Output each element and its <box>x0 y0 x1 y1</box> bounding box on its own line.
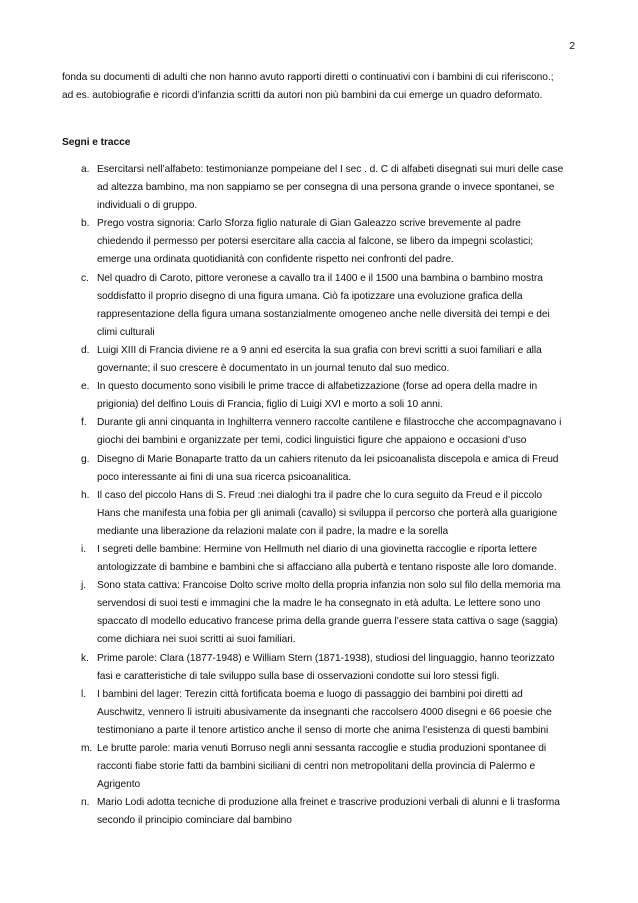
list-item <box>62 414 565 450</box>
list-item-text: Nel quadro di Caroto, pittore veronese a cavallo tra il 1400 e il 1500 una bambina o bambino mostra soddisfatto il proprio disegno di una figura umana. Ciò fa ipotizzare una evoluzione grafica della rappresentazione della figura umana sostanzialmente omogeneo anche nelle diversità dei tempi e dei climi culturali <box>97 272 550 338</box>
list-marker: i. <box>81 543 86 555</box>
list <box>62 161 565 830</box>
list-item-text: Durante gli anni cinquanta in Inghilterra vennero raccolte cantilene e filastrocche che accompagnavano i giochi dei bambini e organizzate per temi, codici linguistici figure che appaiono e occasioni d’uso <box>97 417 562 447</box>
list-marker: b. <box>81 218 90 230</box>
list-marker: n. <box>81 797 90 809</box>
list-item-text: Sono stata cattiva: Francoise Dolto scrive molto della propria infanzia non solo sul filo della memoria ma servendosi di suoi testi e immagini che la madre le ha consegnato in età adulta. Le lettere sono uno spaccato dl modello educativo francese prima della grande guerra l’essere stata cattiva o sage (saggia) come dichiara nei suoi scritti ai suoi familiari. <box>97 580 561 646</box>
list-item-text: Disegno di Marie Bonaparte tratto da un cahiers ritenuto da lei psicoanalista discepola e amica di Freud poco interessante ai fini di una sua ricerca psicoanalitica. <box>97 453 559 483</box>
list-item-text: In questo documento sono visibili le prime tracce di alfabetizzazione (forse ad opera della madre in prigionia) del delfino Louis di Francia, figlio di Luigi XVI e morto a soli 10 anni. <box>97 381 538 411</box>
list-marker: a. <box>81 164 90 175</box>
list-item <box>62 686 565 740</box>
list-item <box>62 487 565 541</box>
list-item <box>62 794 565 830</box>
list-marker: h. <box>81 489 90 501</box>
list-item-text: Luigi XIII di Francia diviene re a 9 anni ed esercita la sua grafia con brevi scritti a suoi familiari e alla governante; il suo crescere è documentato in un journal tenuto dal suo medico. <box>97 344 542 375</box>
list-item <box>62 342 565 378</box>
list-item-text: Prime parole: Clara (1877-1948) e William Stern (1871-1938), studiosi del linguaggio, hanno teorizzato fasi e caratteristiche di tale sviluppo sulla base di osservazioni condotte sui loro stessi figli. <box>97 652 555 682</box>
list-item <box>62 577 565 649</box>
list-item <box>62 270 565 342</box>
list-item <box>62 740 565 794</box>
list-marker: d. <box>81 344 90 356</box>
list-marker: j. <box>81 580 86 592</box>
list-item <box>62 650 565 686</box>
page-number: 2 <box>569 40 575 52</box>
list-marker: k. <box>81 652 89 664</box>
list-item-text: Le brutte parole: maria venuti Borruso negli anni sessanta raccoglie e studia produzioni spontanee di racconti fiabe storie fatti da bambini siciliani di centri non metropolitani della provincia di Palermo e Agrigento <box>97 743 547 791</box>
list-item <box>62 541 565 577</box>
list-item-text: I segreti delle bambine: Hermine von Hellmuth nel diario di una giovinetta raccoglie e riporta lettere antologizzate di bambine e bambini che si affacciano alla pubertà e tentano risposte alle loro domande. <box>97 543 557 574</box>
list-marker: g. <box>81 453 90 465</box>
list-marker: l. <box>81 688 86 700</box>
list-marker: f. <box>81 417 87 429</box>
list-marker: c. <box>81 272 89 284</box>
list-marker: e. <box>81 381 90 393</box>
section-title: Segni e tracce <box>62 137 131 148</box>
list-item-text: Prego vostra signoria: Carlo Sforza figlio naturale di Gian Galeazzo scrive brevemente al padre chiedendo il permesso per potersi esercitare alla caccia al falcone, se libero da impegni scolastici; emerge una ordinata quotidianità con confidente rispetto nei confronti del padre. <box>97 218 534 266</box>
list-item-text: I bambini del lager: Terezin città fortificata boema e luogo di passaggio dei bambini poi diretti ad Auschwitz, vennero lì istruiti abusivamente da insegnanti che raccolsero 4000 disegni e 66 poesie che testimoniano a parte il tenore artistico anche il senso di morte che anima l’esistenza di questi bambini <box>97 688 552 736</box>
list-item-text: Esercitarsi nell’alfabeto: testimonianze pompeiane del I sec . d. C di alfabeti disegnati sui muri delle case ad altezza bambino, ma non sappiamo se per consegna di una persona grande o invece spontanei, se individuali o di gruppo. <box>97 164 564 212</box>
list-item <box>62 378 565 414</box>
list-item <box>62 161 565 215</box>
intro-paragraph: fonda su documenti di adulti che non hanno avuto rapporti diretti o continuativi con i bambini di cui riferiscono.; ad es. autobiografie e ricordi d’infanzia scritti da autori non più bambini da cui emerge un quadro deformato. <box>62 72 554 102</box>
list-marker: m. <box>81 743 93 754</box>
list-item-text: Mario Lodi adotta tecniche di produzione alla freinet e trascrive produzioni verbali di alunni e li trasforma secondo il principio cominciare dal bambino <box>97 797 560 827</box>
list-item <box>62 215 565 269</box>
list-item-text: Il caso del piccolo Hans di S. Freud :nei dialoghi tra il padre che lo cura seguito da Freud e il piccolo Hans che manifesta una fobia per gli animali (cavallo) si sviluppa il percorso che porterà alla guarigione mediante una liberazione da relazioni malate con il padre, la madre e la sorella <box>97 489 558 537</box>
list-item <box>62 451 565 487</box>
